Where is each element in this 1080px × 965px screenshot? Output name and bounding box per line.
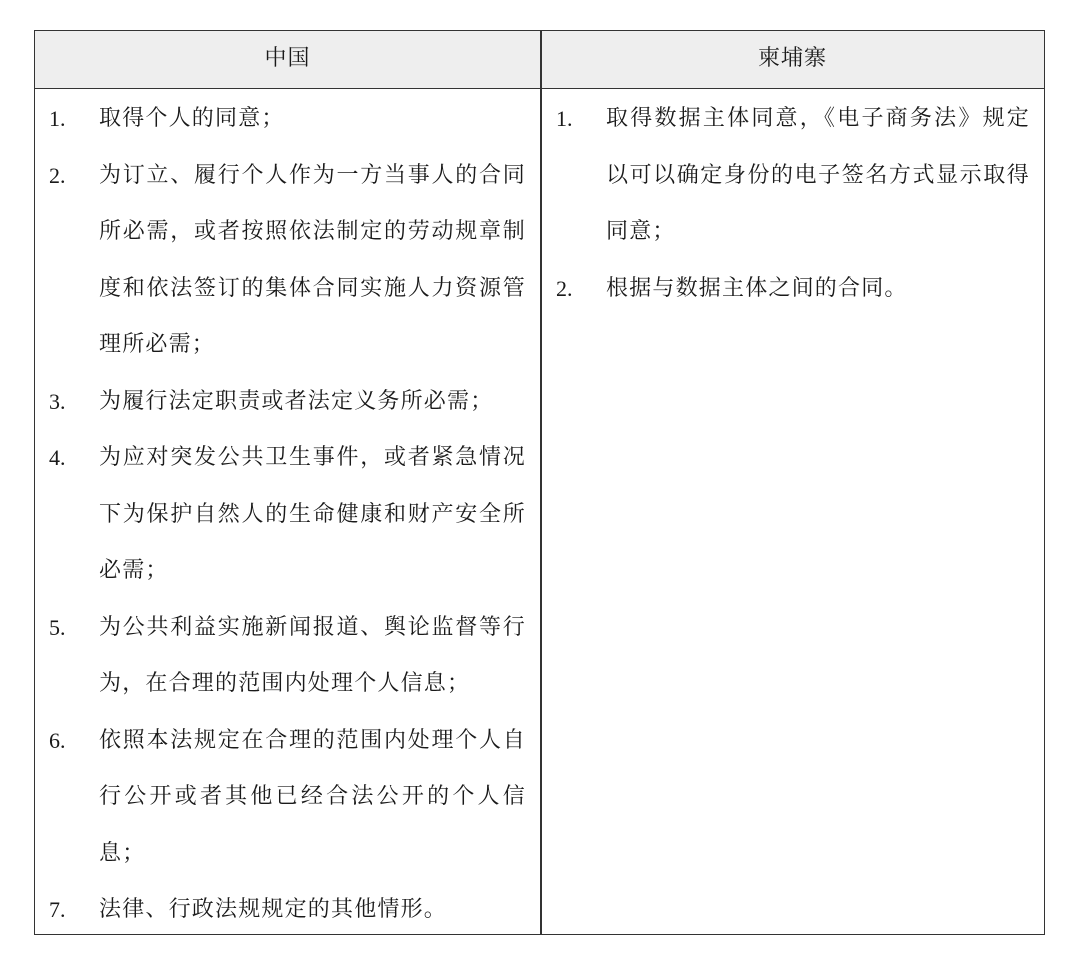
item-number: 4.	[49, 445, 66, 470]
item-number: 1.	[556, 106, 573, 131]
item-text: 法律、行政法规规定的其他情形。	[99, 897, 448, 922]
list-item	[35, 600, 540, 713]
item-text: 取得数据主体同意，《电子商务法》规定以可以确定身份的电子签名方式显示取得同意；	[606, 106, 1030, 244]
list-item	[35, 430, 540, 600]
item-number: 2.	[49, 162, 66, 188]
item-text: 为应对突发公共卫生事件，或者紧急情况下为保护自然人的生命健康和财产安全所必需；	[99, 445, 526, 583]
item-text: 为订立、履行个人作为一方当事人的合同所必需，或者按照依法制定的劳动规章制度和依法签订的集体合同实施人力资源管理所必需；	[99, 162, 526, 357]
item-text: 根据与数据主体之间的合同。	[606, 275, 908, 301]
item-number: 2.	[556, 275, 573, 301]
item-text: 为公共利益实施新闻报道、舆论监督等行为，在合理的范围内处理个人信息；	[99, 614, 526, 696]
item-number: 7.	[49, 897, 66, 922]
list-item	[35, 882, 540, 939]
header-cambodia: 柬埔寨	[757, 46, 827, 71]
list-item	[35, 91, 540, 148]
item-text: 取得个人的同意；	[99, 106, 285, 131]
item-number: 6.	[49, 727, 66, 753]
list-item	[35, 374, 540, 431]
china-column	[35, 89, 540, 934]
china-conditions-list	[35, 91, 540, 939]
cambodia-column	[542, 89, 1044, 934]
list-item	[542, 261, 1044, 318]
list-item	[542, 91, 1044, 261]
list-item	[35, 148, 540, 374]
item-number: 3.	[49, 388, 66, 414]
header-china: 中国	[264, 46, 311, 71]
comparison-table	[34, 30, 1045, 935]
item-text: 依照本法规定在合理的范围内处理个人自行公开或者其他已经合法公开的个人信息；	[99, 727, 526, 866]
item-text: 为履行法定职责或者法定义务所必需；	[99, 388, 494, 414]
cambodia-conditions-list	[542, 91, 1044, 317]
list-item	[35, 713, 540, 883]
item-number: 5.	[49, 614, 66, 640]
item-number: 1.	[49, 106, 66, 131]
